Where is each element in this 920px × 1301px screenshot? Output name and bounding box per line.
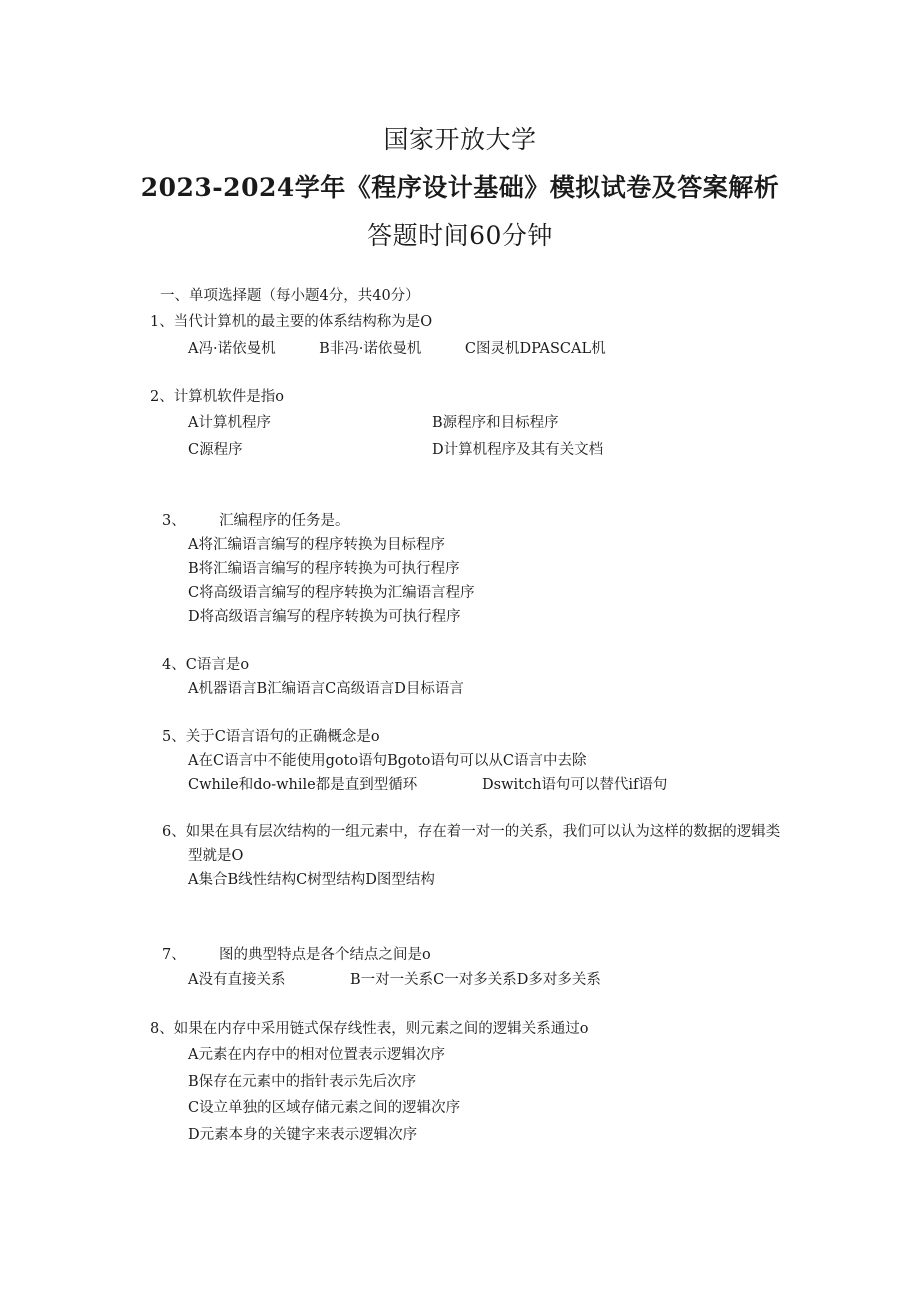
question-number: 3、 bbox=[162, 513, 186, 529]
question-options: A冯·诺依曼机 B非冯·诺依曼机 C图灵机DPASCAL机 bbox=[188, 341, 606, 357]
option-d: D将高级语言编写的程序转换为可执行程序 bbox=[188, 609, 461, 625]
option-a: A将汇编语言编写的程序转换为目标程序 bbox=[188, 537, 445, 553]
option-d: Dswitch语句可以替代if语句 bbox=[482, 777, 668, 793]
option-a: A计算机程序 bbox=[188, 415, 271, 431]
option-b: B保存在元素中的指针表示先后次序 bbox=[188, 1074, 417, 1090]
question-options-line-1: A在C语言中不能使用goto语句Bgoto语句可以从C语言中去除 bbox=[188, 753, 587, 769]
option-d: D计算机程序及其有关文档 bbox=[432, 442, 604, 458]
question-stem: 4、C语言是o bbox=[162, 657, 250, 673]
question-options: A集合B线性结构C树型结构D图型结构 bbox=[188, 872, 435, 888]
option-a: A没有直接关系 bbox=[188, 972, 286, 988]
question-stem: 8、如果在内存中采用链式保存线性表，则元素之间的逻辑关系通过o bbox=[150, 1021, 589, 1037]
time-limit: 答题时间60分钟 bbox=[367, 221, 553, 250]
option-c: C将高级语言编写的程序转换为汇编语言程序 bbox=[188, 585, 475, 601]
option-c: C设立单独的区域存储元素之间的逻辑次序 bbox=[188, 1100, 461, 1116]
question-options: A机器语言B汇编语言C高级语言D目标语言 bbox=[188, 681, 464, 697]
question-stem-continued: 型就是O bbox=[188, 848, 244, 864]
exam-title: 2023-2024学年《程序设计基础》模拟试卷及答案解析 bbox=[140, 173, 780, 202]
option-c: Cwhile和do-while都是直到型循环 bbox=[188, 777, 418, 793]
question-stem: 6、如果在具有层次结构的一组元素中，存在着一对一的关系，我们可以认为这样的数据的逻辑类 bbox=[162, 824, 781, 840]
option-b: B源程序和目标程序 bbox=[432, 415, 559, 431]
question-stem: 5、关于C语言语句的正确概念是o bbox=[162, 729, 380, 745]
question-stem: 图的典型特点是各个结点之间是o bbox=[219, 947, 431, 963]
question-options: B一对一关系C一对多关系D多对多关系 bbox=[350, 972, 601, 988]
option-b: B将汇编语言编写的程序转换为可执行程序 bbox=[188, 561, 460, 577]
option-a: A元素在内存中的相对位置表示逻辑次序 bbox=[188, 1047, 445, 1063]
question-number: 7、 bbox=[162, 947, 186, 963]
school-name: 国家开放大学 bbox=[383, 125, 537, 154]
option-d: D元素本身的关键字来表示逻辑次序 bbox=[188, 1127, 418, 1143]
section-heading: 一、单项选择题（每小题4分，共40分） bbox=[160, 288, 420, 304]
question-stem: 2、计算机软件是指o bbox=[150, 389, 284, 405]
option-c: C源程序 bbox=[188, 442, 243, 458]
question-stem: 1、当代计算机的最主要的体系结构称为是O bbox=[150, 314, 433, 330]
question-stem: 汇编程序的任务是。 bbox=[219, 513, 350, 529]
